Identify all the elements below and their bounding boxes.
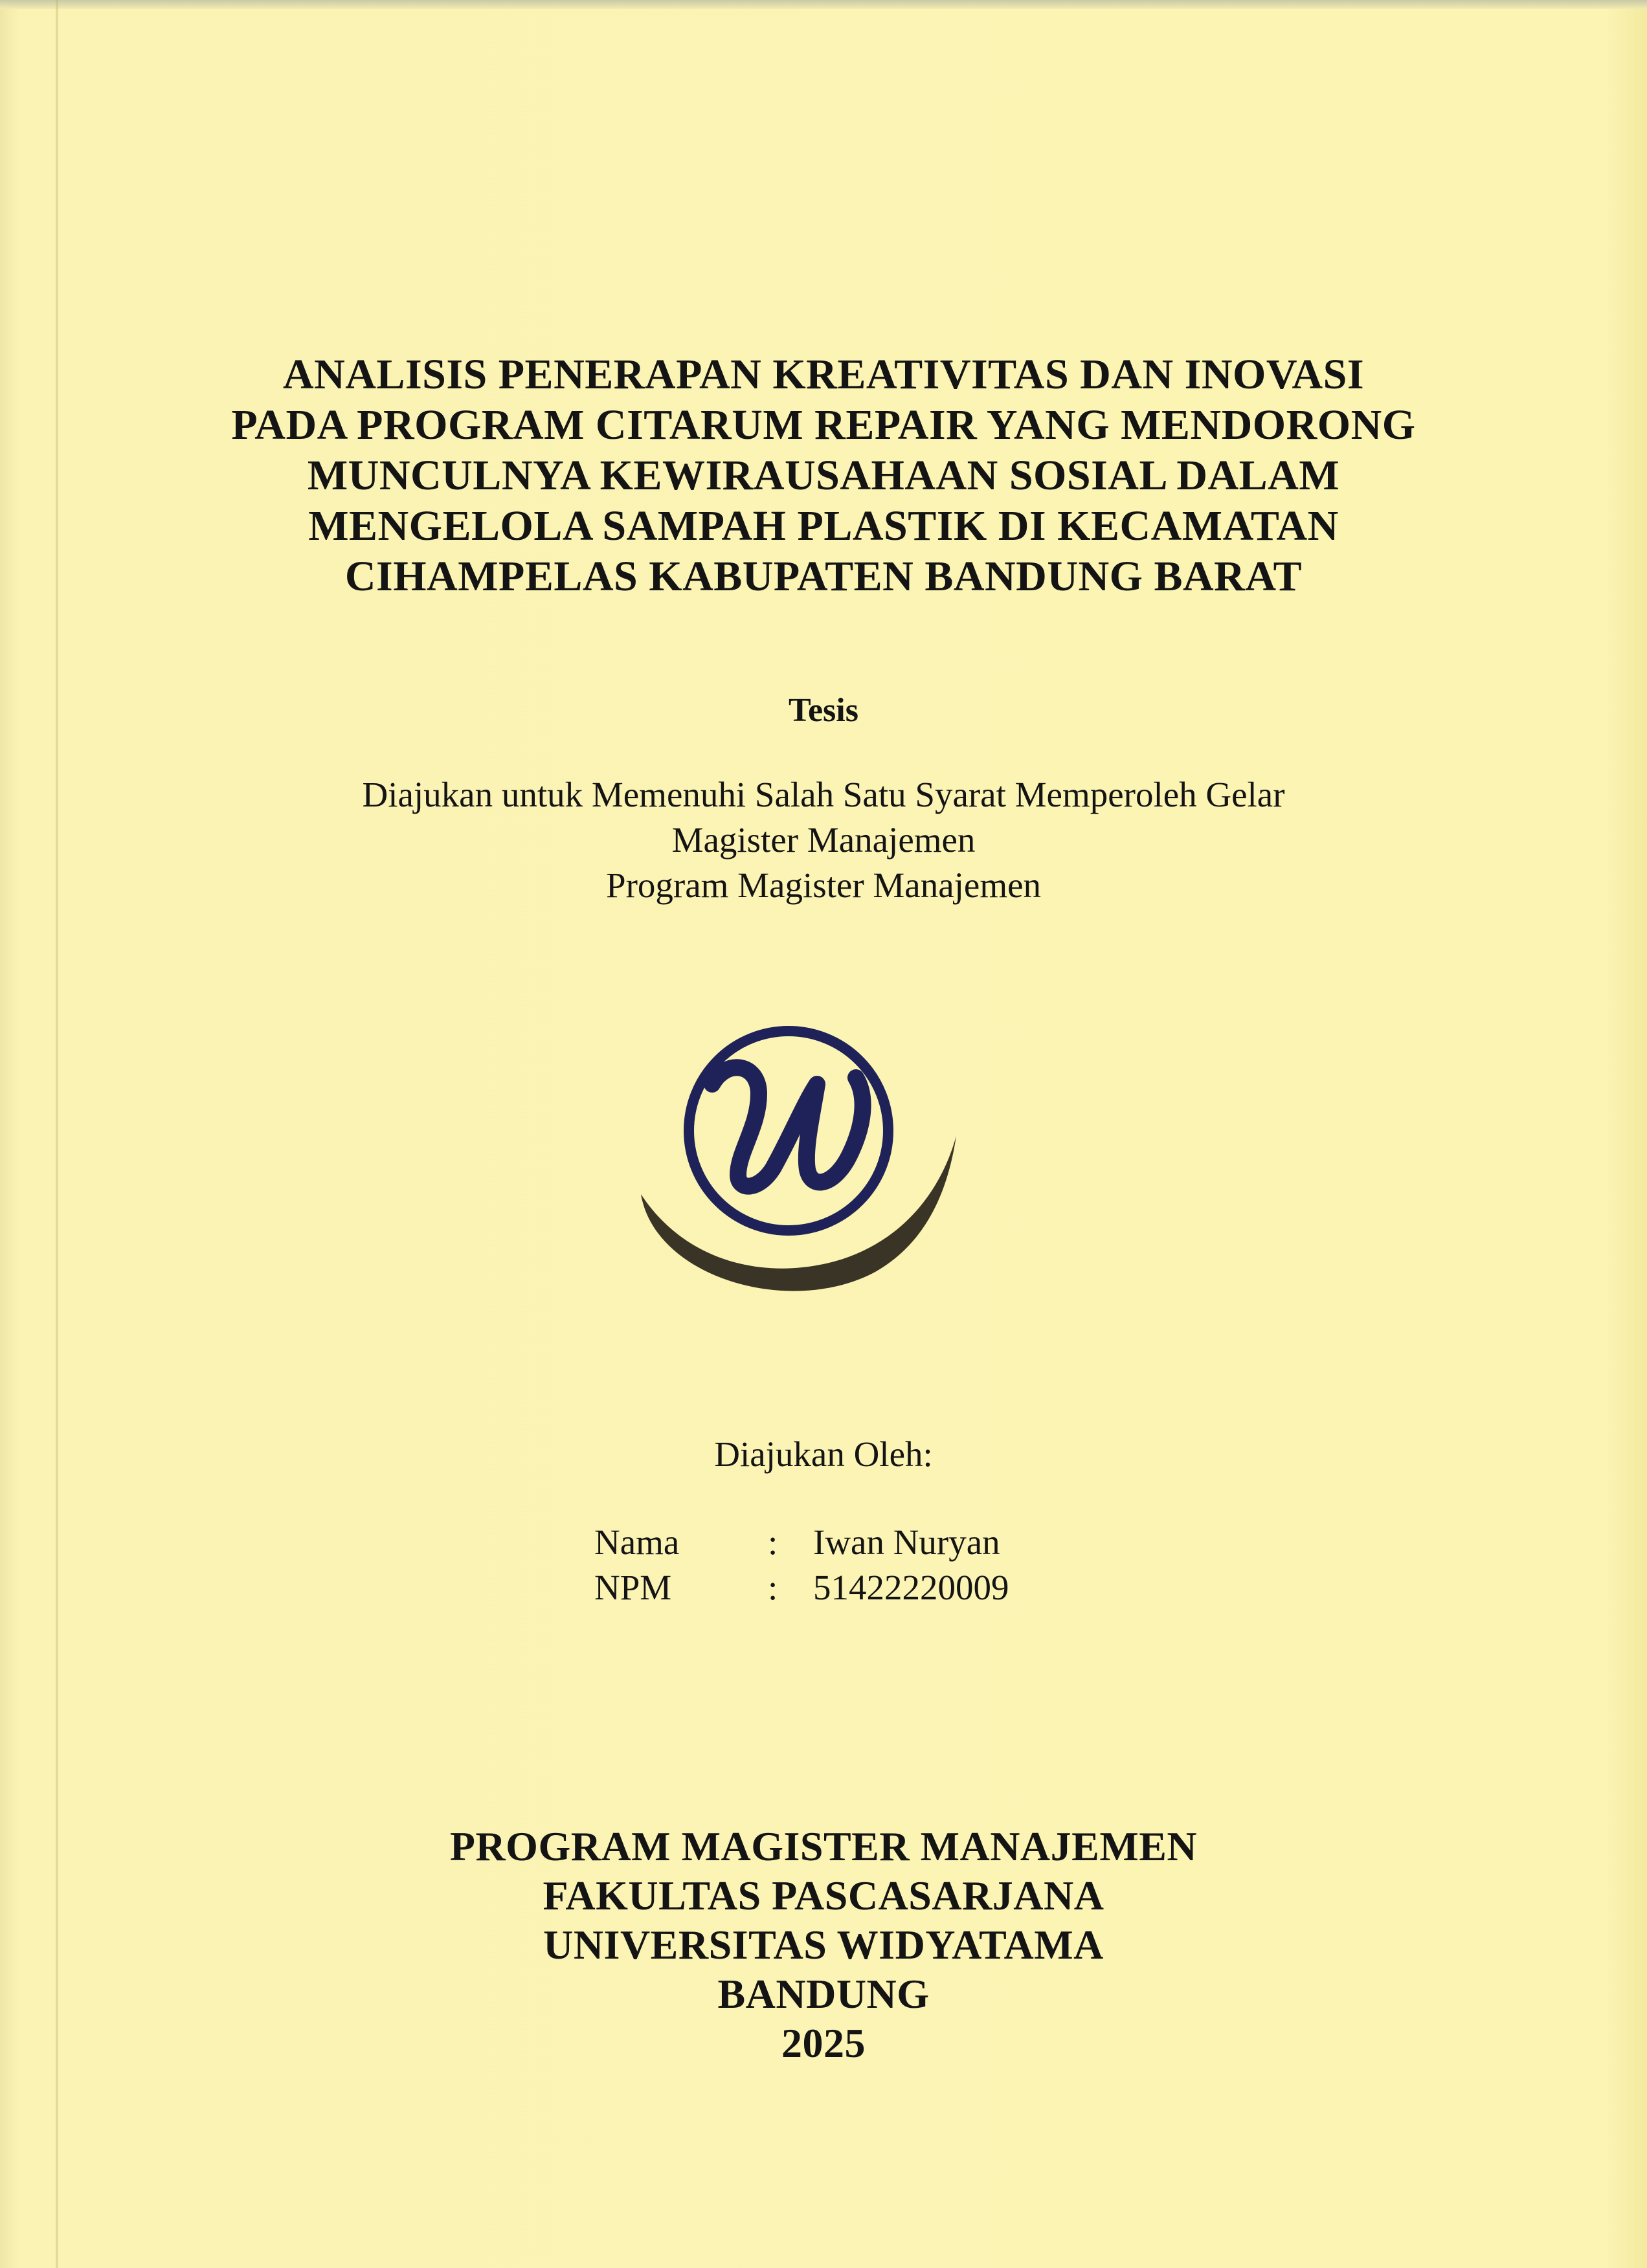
npm-separator: : xyxy=(768,1568,778,1607)
author-identity xyxy=(594,1520,1009,1610)
thesis-purpose xyxy=(0,772,1647,908)
title-line: ANALISIS PENERAPAN KREATIVITAS DAN INOVASI xyxy=(282,351,1365,398)
name-separator: : xyxy=(768,1522,778,1562)
name-label: Nama xyxy=(594,1522,680,1562)
title-line: MUNCULNYA KEWIRAUSAHAAN SOSIAL DALAM xyxy=(307,452,1340,499)
purpose-line: Diajukan untuk Memenuhi Salah Satu Syarat Memperoleh Gelar xyxy=(362,775,1285,814)
purpose-line: Magister Manajemen xyxy=(671,820,976,860)
title-line: PADA PROGRAM CITARUM REPAIR YANG MENDORONG xyxy=(231,401,1416,449)
institution-city: BANDUNG xyxy=(717,1971,930,2017)
author-name: Iwan Nuryan xyxy=(813,1522,1000,1562)
title-line: CIHAMPELAS KABUPATEN BANDUNG BARAT xyxy=(344,553,1303,600)
purpose-line: Program Magister Manajemen xyxy=(605,865,1042,905)
title-line: MENGELOLA SAMPAH PLASTIK DI KECAMATAN xyxy=(308,502,1339,550)
submitted-by-label: Diajukan Oleh: xyxy=(714,1434,933,1474)
author-name-row xyxy=(594,1520,1009,1565)
author-npm-row xyxy=(594,1565,1009,1610)
author-npm: 51422220009 xyxy=(813,1568,1009,1607)
cover-top-edge xyxy=(0,0,1647,9)
logo-letter-w-icon xyxy=(712,1067,863,1186)
institution-faculty: FAKULTAS PASCASARJANA xyxy=(543,1873,1104,1918)
institution-university: UNIVERSITAS WIDYATAMA xyxy=(543,1922,1104,1968)
npm-label: NPM xyxy=(594,1568,672,1607)
thesis-title xyxy=(0,350,1647,602)
institution-program: PROGRAM MAGISTER MANAJEMEN xyxy=(449,1823,1198,1869)
university-logo-icon xyxy=(629,981,966,1317)
institution-block xyxy=(0,1822,1647,2068)
document-type: Tesis xyxy=(789,692,858,729)
institution-year: 2025 xyxy=(781,2020,866,2066)
